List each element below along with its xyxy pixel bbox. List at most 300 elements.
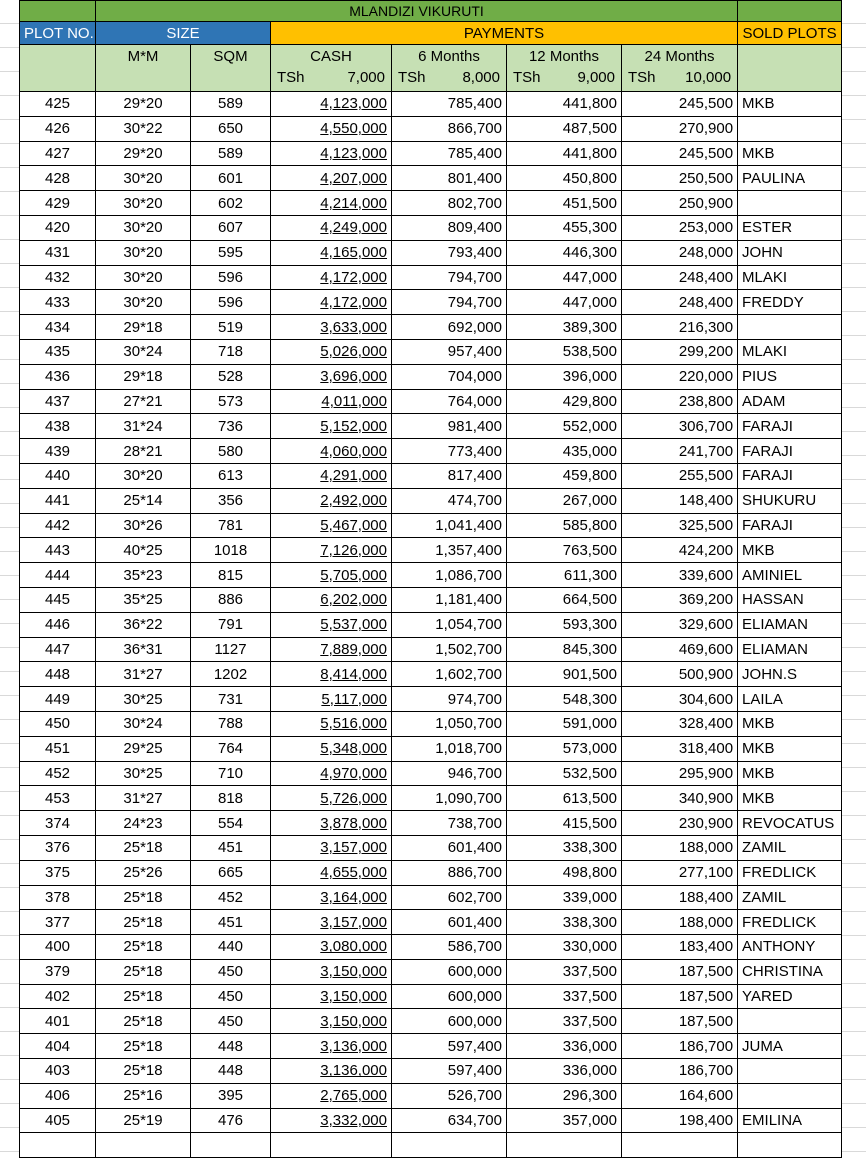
m24-cell[interactable]: 187,500 — [622, 984, 738, 1009]
cash-cell[interactable]: 5,705,000 — [271, 563, 392, 588]
m6-cell[interactable]: 793,400 — [392, 240, 507, 265]
sqm-cell[interactable]: 528 — [191, 364, 271, 389]
cash-cell[interactable]: 3,157,000 — [271, 835, 392, 860]
cash-cell[interactable]: 5,516,000 — [271, 711, 392, 736]
plot-no-cell[interactable]: 441 — [20, 488, 96, 513]
m12-cell[interactable]: 447,000 — [507, 265, 622, 290]
sqm-cell[interactable]: 791 — [191, 612, 271, 637]
sqm-cell[interactable]: 613 — [191, 463, 271, 488]
sold-plot-cell[interactable]: ELIAMAN — [738, 637, 842, 662]
sqm-cell[interactable]: 718 — [191, 339, 271, 364]
cash-cell[interactable]: 3,136,000 — [271, 1034, 392, 1059]
cash-cell[interactable]: 4,291,000 — [271, 463, 392, 488]
mm-cell[interactable]: 25*18 — [96, 885, 191, 910]
m24-cell[interactable]: 248,400 — [622, 290, 738, 315]
plot-no-cell[interactable]: 402 — [20, 984, 96, 1009]
sold-plot-cell[interactable]: MLAKI — [738, 339, 842, 364]
m24-cell[interactable]: 230,900 — [622, 811, 738, 836]
cash-cell[interactable]: 7,889,000 — [271, 637, 392, 662]
mm-cell[interactable]: 25*18 — [96, 935, 191, 960]
m6-cell[interactable]: 817,400 — [392, 463, 507, 488]
plot-no-cell[interactable]: 405 — [20, 1108, 96, 1133]
m6-cell[interactable]: 1,054,700 — [392, 612, 507, 637]
m24-cell[interactable]: 241,700 — [622, 439, 738, 464]
plot-no-cell[interactable]: 446 — [20, 612, 96, 637]
plot-no-cell[interactable]: 440 — [20, 463, 96, 488]
m12-cell[interactable]: 845,300 — [507, 637, 622, 662]
m24-cell[interactable]: 339,600 — [622, 563, 738, 588]
sold-plot-cell[interactable]: MKB — [738, 92, 842, 117]
sold-plot-cell[interactable]: ADAM — [738, 389, 842, 414]
mm-cell[interactable]: 30*20 — [96, 240, 191, 265]
m24-cell[interactable]: 250,500 — [622, 166, 738, 191]
payments-header[interactable]: PAYMENTS — [271, 22, 738, 45]
empty-cell[interactable] — [507, 1133, 622, 1158]
m12-cell[interactable]: 336,000 — [507, 1059, 622, 1084]
sold-plot-cell[interactable]: FARAJI — [738, 414, 842, 439]
m6-cell[interactable]: 886,700 — [392, 860, 507, 885]
sold-plot-cell[interactable]: ANTHONY — [738, 935, 842, 960]
cash-cell[interactable]: 5,117,000 — [271, 687, 392, 712]
sqm-cell[interactable]: 601 — [191, 166, 271, 191]
cash-cell[interactable]: 5,537,000 — [271, 612, 392, 637]
sold-plot-cell[interactable]: FREDDY — [738, 290, 842, 315]
m24-cell[interactable]: 188,000 — [622, 835, 738, 860]
m24-cell[interactable]: 325,500 — [622, 513, 738, 538]
cash-cell[interactable]: 3,164,000 — [271, 885, 392, 910]
m24-cell[interactable]: 238,800 — [622, 389, 738, 414]
m12-cell[interactable]: 429,800 — [507, 389, 622, 414]
sqm-cell[interactable]: 448 — [191, 1059, 271, 1084]
sold-plot-cell[interactable] — [738, 1009, 842, 1034]
m6-cell[interactable]: 602,700 — [392, 885, 507, 910]
sold-plot-cell[interactable]: MKB — [738, 736, 842, 761]
m6-cell[interactable]: 526,700 — [392, 1083, 507, 1108]
m6-cell[interactable]: 1,018,700 — [392, 736, 507, 761]
m12-cell[interactable]: 267,000 — [507, 488, 622, 513]
m12-cell[interactable]: 338,300 — [507, 835, 622, 860]
empty-cell[interactable] — [191, 1133, 271, 1158]
sqm-cell[interactable]: 580 — [191, 439, 271, 464]
plot-no-cell[interactable]: 429 — [20, 191, 96, 216]
size-header[interactable]: SIZE — [96, 22, 271, 45]
sold-plot-cell[interactable]: ZAMIL — [738, 885, 842, 910]
m6-cell[interactable]: 601,400 — [392, 910, 507, 935]
cash-cell[interactable]: 4,172,000 — [271, 265, 392, 290]
empty-cell[interactable] — [271, 1133, 392, 1158]
mm-cell[interactable]: 24*23 — [96, 811, 191, 836]
m6-cell[interactable]: 974,700 — [392, 687, 507, 712]
title-cell[interactable] — [96, 1, 738, 22]
m24-cell[interactable]: 253,000 — [622, 215, 738, 240]
m6-cell[interactable]: 738,700 — [392, 811, 507, 836]
cash-cell[interactable]: 3,150,000 — [271, 959, 392, 984]
m24-cell[interactable]: 329,600 — [622, 612, 738, 637]
mm-cell[interactable]: 30*25 — [96, 687, 191, 712]
m24-cell[interactable]: 306,700 — [622, 414, 738, 439]
m12-cell[interactable]: 357,000 — [507, 1108, 622, 1133]
plot-no-cell[interactable]: 452 — [20, 761, 96, 786]
cash-cell[interactable]: 4,214,000 — [271, 191, 392, 216]
plot-no-cell[interactable]: 439 — [20, 439, 96, 464]
m24-cell[interactable]: 424,200 — [622, 538, 738, 563]
m6-cell[interactable]: 785,400 — [392, 92, 507, 117]
m12-cell[interactable]: 593,300 — [507, 612, 622, 637]
m6-cell[interactable]: 773,400 — [392, 439, 507, 464]
plot-no-subheader[interactable] — [20, 45, 96, 92]
plot-no-cell[interactable]: 449 — [20, 687, 96, 712]
m24-cell[interactable]: 369,200 — [622, 587, 738, 612]
m12-cell[interactable]: 435,000 — [507, 439, 622, 464]
m12-cell[interactable]: 415,500 — [507, 811, 622, 836]
m24-cell[interactable]: 188,400 — [622, 885, 738, 910]
mm-cell[interactable]: 29*18 — [96, 315, 191, 340]
plot-no-cell[interactable]: 442 — [20, 513, 96, 538]
sqm-cell[interactable]: 476 — [191, 1108, 271, 1133]
mm-cell[interactable]: 25*19 — [96, 1108, 191, 1133]
m6-cell[interactable]: 586,700 — [392, 935, 507, 960]
sqm-cell[interactable]: 596 — [191, 290, 271, 315]
plot-no-cell[interactable]: 432 — [20, 265, 96, 290]
m24-cell[interactable]: 500,900 — [622, 662, 738, 687]
sqm-cell[interactable]: 736 — [191, 414, 271, 439]
sold-plot-cell[interactable]: PAULINA — [738, 166, 842, 191]
cash-header[interactable] — [271, 45, 392, 92]
mm-cell[interactable]: 30*25 — [96, 761, 191, 786]
mm-cell[interactable]: 30*20 — [96, 463, 191, 488]
m6-cell[interactable]: 1,041,400 — [392, 513, 507, 538]
sold-plot-cell[interactable]: ELIAMAN — [738, 612, 842, 637]
sqm-cell[interactable]: 1127 — [191, 637, 271, 662]
sqm-cell[interactable]: 451 — [191, 910, 271, 935]
cash-cell[interactable]: 5,726,000 — [271, 786, 392, 811]
mm-cell[interactable]: 30*24 — [96, 339, 191, 364]
m12-cell[interactable]: 487,500 — [507, 116, 622, 141]
mm-cell[interactable]: 35*23 — [96, 563, 191, 588]
cash-cell[interactable]: 2,765,000 — [271, 1083, 392, 1108]
sold-plot-cell[interactable] — [738, 1083, 842, 1108]
sqm-cell[interactable]: 589 — [191, 141, 271, 166]
cash-cell[interactable]: 4,011,000 — [271, 389, 392, 414]
mm-cell[interactable]: 30*26 — [96, 513, 191, 538]
m6-cell[interactable]: 704,000 — [392, 364, 507, 389]
m24-cell[interactable]: 186,700 — [622, 1034, 738, 1059]
mm-cell[interactable]: 28*21 — [96, 439, 191, 464]
m12-cell[interactable]: 389,300 — [507, 315, 622, 340]
mm-cell[interactable]: 25*16 — [96, 1083, 191, 1108]
empty-cell[interactable] — [392, 1133, 507, 1158]
plot-no-cell[interactable]: 374 — [20, 811, 96, 836]
m12-cell[interactable]: 447,000 — [507, 290, 622, 315]
plot-no-cell[interactable]: 435 — [20, 339, 96, 364]
mm-cell[interactable]: 31*27 — [96, 786, 191, 811]
sold-plot-cell[interactable]: MKB — [738, 786, 842, 811]
m12-cell[interactable]: 548,300 — [507, 687, 622, 712]
empty-cell[interactable] — [20, 1133, 96, 1158]
m6-cell[interactable]: 1,357,400 — [392, 538, 507, 563]
sqm-cell[interactable]: 554 — [191, 811, 271, 836]
plot-no-cell[interactable]: 437 — [20, 389, 96, 414]
sqm-cell[interactable]: 448 — [191, 1034, 271, 1059]
plot-no-header[interactable]: PLOT NO. — [20, 22, 96, 45]
sqm-cell[interactable]: 451 — [191, 835, 271, 860]
mm-cell[interactable]: 25*26 — [96, 860, 191, 885]
title-left-cell[interactable] — [20, 1, 96, 22]
sold-plot-cell[interactable]: PIUS — [738, 364, 842, 389]
sqm-cell[interactable]: 589 — [191, 92, 271, 117]
mm-cell[interactable]: 30*20 — [96, 191, 191, 216]
m24-cell[interactable]: 164,600 — [622, 1083, 738, 1108]
plot-no-cell[interactable]: 425 — [20, 92, 96, 117]
m12-cell[interactable]: 538,500 — [507, 339, 622, 364]
m12-cell[interactable]: 337,500 — [507, 984, 622, 1009]
m24-cell[interactable]: 245,500 — [622, 141, 738, 166]
sqm-cell[interactable]: 781 — [191, 513, 271, 538]
plot-no-cell[interactable]: 404 — [20, 1034, 96, 1059]
m12-cell[interactable]: 532,500 — [507, 761, 622, 786]
m6-cell[interactable]: 981,400 — [392, 414, 507, 439]
plot-no-cell[interactable]: 438 — [20, 414, 96, 439]
m12-cell[interactable]: 459,800 — [507, 463, 622, 488]
m6-header[interactable] — [392, 45, 507, 92]
cash-cell[interactable]: 4,970,000 — [271, 761, 392, 786]
m12-cell[interactable]: 585,800 — [507, 513, 622, 538]
cash-cell[interactable]: 5,152,000 — [271, 414, 392, 439]
mm-cell[interactable]: 36*31 — [96, 637, 191, 662]
m6-cell[interactable]: 474,700 — [392, 488, 507, 513]
cash-cell[interactable]: 3,157,000 — [271, 910, 392, 935]
sqm-cell[interactable]: 450 — [191, 984, 271, 1009]
m12-cell[interactable]: 441,800 — [507, 92, 622, 117]
m6-cell[interactable]: 600,000 — [392, 959, 507, 984]
mm-cell[interactable]: 29*20 — [96, 92, 191, 117]
plot-no-cell[interactable]: 453 — [20, 786, 96, 811]
sqm-cell[interactable]: 519 — [191, 315, 271, 340]
mm-cell[interactable]: 27*21 — [96, 389, 191, 414]
m12-cell[interactable]: 901,500 — [507, 662, 622, 687]
plot-no-cell[interactable]: 450 — [20, 711, 96, 736]
sqm-cell[interactable]: 788 — [191, 711, 271, 736]
m12-cell[interactable]: 336,000 — [507, 1034, 622, 1059]
sold-plot-cell[interactable]: CHRISTINA — [738, 959, 842, 984]
mm-cell[interactable]: 30*20 — [96, 265, 191, 290]
empty-cell[interactable] — [96, 1133, 191, 1158]
mm-cell[interactable]: 25*18 — [96, 1009, 191, 1034]
sold-plot-cell[interactable]: YARED — [738, 984, 842, 1009]
plot-no-cell[interactable]: 444 — [20, 563, 96, 588]
sqm-cell[interactable]: 650 — [191, 116, 271, 141]
cash-cell[interactable]: 4,207,000 — [271, 166, 392, 191]
sold-plot-cell[interactable]: MKB — [738, 761, 842, 786]
m12-cell[interactable]: 611,300 — [507, 563, 622, 588]
sold-plot-cell[interactable] — [738, 191, 842, 216]
title-right-cell[interactable] — [738, 1, 842, 22]
mm-cell[interactable]: 29*20 — [96, 141, 191, 166]
sqm-cell[interactable]: 595 — [191, 240, 271, 265]
sqm-cell[interactable]: 596 — [191, 265, 271, 290]
mm-cell[interactable]: 25*14 — [96, 488, 191, 513]
mm-cell[interactable]: 40*25 — [96, 538, 191, 563]
sold-plot-cell[interactable]: MLAKI — [738, 265, 842, 290]
cash-cell[interactable]: 3,332,000 — [271, 1108, 392, 1133]
plot-no-cell[interactable]: 376 — [20, 835, 96, 860]
sqm-cell[interactable]: 607 — [191, 215, 271, 240]
mm-cell[interactable]: 29*18 — [96, 364, 191, 389]
cash-cell[interactable]: 4,165,000 — [271, 240, 392, 265]
plot-no-cell[interactable]: 436 — [20, 364, 96, 389]
m6-cell[interactable]: 1,086,700 — [392, 563, 507, 588]
sold-plot-cell[interactable]: SHUKURU — [738, 488, 842, 513]
m24-cell[interactable]: 340,900 — [622, 786, 738, 811]
m12-cell[interactable]: 330,000 — [507, 935, 622, 960]
sold-plot-cell[interactable]: MKB — [738, 141, 842, 166]
sold-plot-cell[interactable]: AMINIEL — [738, 563, 842, 588]
m6-cell[interactable]: 1,050,700 — [392, 711, 507, 736]
m24-cell[interactable]: 304,600 — [622, 687, 738, 712]
m24-cell[interactable]: 270,900 — [622, 116, 738, 141]
m12-cell[interactable]: 763,500 — [507, 538, 622, 563]
m12-cell[interactable]: 591,000 — [507, 711, 622, 736]
sold-plot-cell[interactable] — [738, 1059, 842, 1084]
plot-no-cell[interactable]: 375 — [20, 860, 96, 885]
plot-no-cell[interactable]: 426 — [20, 116, 96, 141]
plot-no-cell[interactable]: 377 — [20, 910, 96, 935]
sqm-cell[interactable]: 710 — [191, 761, 271, 786]
m24-cell[interactable]: 183,400 — [622, 935, 738, 960]
m12-cell[interactable]: 613,500 — [507, 786, 622, 811]
plot-no-cell[interactable]: 403 — [20, 1059, 96, 1084]
m6-cell[interactable]: 866,700 — [392, 116, 507, 141]
m12-cell[interactable]: 498,800 — [507, 860, 622, 885]
m6-cell[interactable]: 600,000 — [392, 1009, 507, 1034]
sqm-cell[interactable]: 731 — [191, 687, 271, 712]
cash-cell[interactable]: 4,060,000 — [271, 439, 392, 464]
sqm-cell[interactable]: 450 — [191, 959, 271, 984]
sold-plot-cell[interactable]: REVOCATUS — [738, 811, 842, 836]
plot-no-cell[interactable]: 434 — [20, 315, 96, 340]
m12-cell[interactable]: 337,500 — [507, 1009, 622, 1034]
sqm-cell[interactable]: 665 — [191, 860, 271, 885]
plot-no-cell[interactable]: 433 — [20, 290, 96, 315]
plot-no-cell[interactable]: 443 — [20, 538, 96, 563]
cash-cell[interactable]: 3,150,000 — [271, 984, 392, 1009]
m24-cell[interactable]: 318,400 — [622, 736, 738, 761]
m6-cell[interactable]: 634,700 — [392, 1108, 507, 1133]
m12-cell[interactable]: 338,300 — [507, 910, 622, 935]
mm-cell[interactable]: 25*18 — [96, 835, 191, 860]
m12-cell[interactable]: 446,300 — [507, 240, 622, 265]
m6-cell[interactable]: 801,400 — [392, 166, 507, 191]
plot-no-cell[interactable]: 406 — [20, 1083, 96, 1108]
plot-no-cell[interactable]: 401 — [20, 1009, 96, 1034]
mm-cell[interactable]: 25*18 — [96, 984, 191, 1009]
sold-plots-subheader[interactable] — [738, 45, 842, 92]
cash-cell[interactable]: 4,123,000 — [271, 92, 392, 117]
cash-cell[interactable]: 5,026,000 — [271, 339, 392, 364]
m12-cell[interactable]: 573,000 — [507, 736, 622, 761]
m24-cell[interactable]: 255,500 — [622, 463, 738, 488]
sold-plot-cell[interactable]: JUMA — [738, 1034, 842, 1059]
m6-cell[interactable]: 946,700 — [392, 761, 507, 786]
cash-cell[interactable]: 6,202,000 — [271, 587, 392, 612]
m6-cell[interactable]: 785,400 — [392, 141, 507, 166]
sold-plot-cell[interactable]: JOHN — [738, 240, 842, 265]
sqm-cell[interactable]: 886 — [191, 587, 271, 612]
plot-no-cell[interactable]: 400 — [20, 935, 96, 960]
cash-cell[interactable]: 4,249,000 — [271, 215, 392, 240]
sold-plot-cell[interactable] — [738, 116, 842, 141]
sqm-cell[interactable]: 573 — [191, 389, 271, 414]
sqm-cell[interactable]: 764 — [191, 736, 271, 761]
m12-cell[interactable]: 337,500 — [507, 959, 622, 984]
sqm-cell[interactable]: 818 — [191, 786, 271, 811]
sold-plot-cell[interactable]: FARAJI — [738, 439, 842, 464]
m24-cell[interactable]: 328,400 — [622, 711, 738, 736]
m6-cell[interactable]: 1,502,700 — [392, 637, 507, 662]
m12-cell[interactable]: 296,300 — [507, 1083, 622, 1108]
sqm-cell[interactable]: 602 — [191, 191, 271, 216]
cash-cell[interactable]: 8,414,000 — [271, 662, 392, 687]
m6-cell[interactable]: 794,700 — [392, 290, 507, 315]
sold-plot-cell[interactable]: EMILINA — [738, 1108, 842, 1133]
sold-plot-cell[interactable]: ZAMIL — [738, 835, 842, 860]
m24-header[interactable] — [622, 45, 738, 92]
m24-cell[interactable]: 277,100 — [622, 860, 738, 885]
sold-plot-cell[interactable]: LAILA — [738, 687, 842, 712]
m24-cell[interactable]: 198,400 — [622, 1108, 738, 1133]
cash-cell[interactable]: 4,655,000 — [271, 860, 392, 885]
mm-cell[interactable]: 35*25 — [96, 587, 191, 612]
m24-cell[interactable]: 148,400 — [622, 488, 738, 513]
m6-cell[interactable]: 1,602,700 — [392, 662, 507, 687]
m12-cell[interactable]: 450,800 — [507, 166, 622, 191]
m12-cell[interactable]: 451,500 — [507, 191, 622, 216]
m6-cell[interactable]: 692,000 — [392, 315, 507, 340]
m24-cell[interactable]: 248,000 — [622, 240, 738, 265]
plot-no-cell[interactable]: 378 — [20, 885, 96, 910]
m24-cell[interactable]: 245,500 — [622, 92, 738, 117]
plot-no-cell[interactable]: 428 — [20, 166, 96, 191]
m24-cell[interactable]: 187,500 — [622, 1009, 738, 1034]
sqm-header[interactable] — [191, 45, 271, 92]
cash-cell[interactable]: 2,492,000 — [271, 488, 392, 513]
sold-plot-cell[interactable]: FARAJI — [738, 513, 842, 538]
cash-cell[interactable]: 3,080,000 — [271, 935, 392, 960]
sold-plot-cell[interactable]: ESTER — [738, 215, 842, 240]
m6-cell[interactable]: 597,400 — [392, 1034, 507, 1059]
m12-cell[interactable]: 396,000 — [507, 364, 622, 389]
mm-cell[interactable]: 30*20 — [96, 215, 191, 240]
m6-cell[interactable]: 809,400 — [392, 215, 507, 240]
sold-plot-cell[interactable]: FREDLICK — [738, 910, 842, 935]
sqm-cell[interactable]: 440 — [191, 935, 271, 960]
cash-cell[interactable]: 3,878,000 — [271, 811, 392, 836]
mm-cell[interactable]: 29*25 — [96, 736, 191, 761]
m24-cell[interactable]: 299,200 — [622, 339, 738, 364]
m24-cell[interactable]: 250,900 — [622, 191, 738, 216]
empty-cell[interactable] — [622, 1133, 738, 1158]
m24-cell[interactable]: 188,000 — [622, 910, 738, 935]
sold-plot-cell[interactable] — [738, 315, 842, 340]
m24-cell[interactable]: 186,700 — [622, 1059, 738, 1084]
m6-cell[interactable]: 601,400 — [392, 835, 507, 860]
mm-cell[interactable]: 31*27 — [96, 662, 191, 687]
sold-plot-cell[interactable]: HASSAN — [738, 587, 842, 612]
m6-cell[interactable]: 794,700 — [392, 265, 507, 290]
m6-cell[interactable]: 1,090,700 — [392, 786, 507, 811]
cash-cell[interactable]: 4,550,000 — [271, 116, 392, 141]
mm-cell[interactable]: 25*18 — [96, 1034, 191, 1059]
